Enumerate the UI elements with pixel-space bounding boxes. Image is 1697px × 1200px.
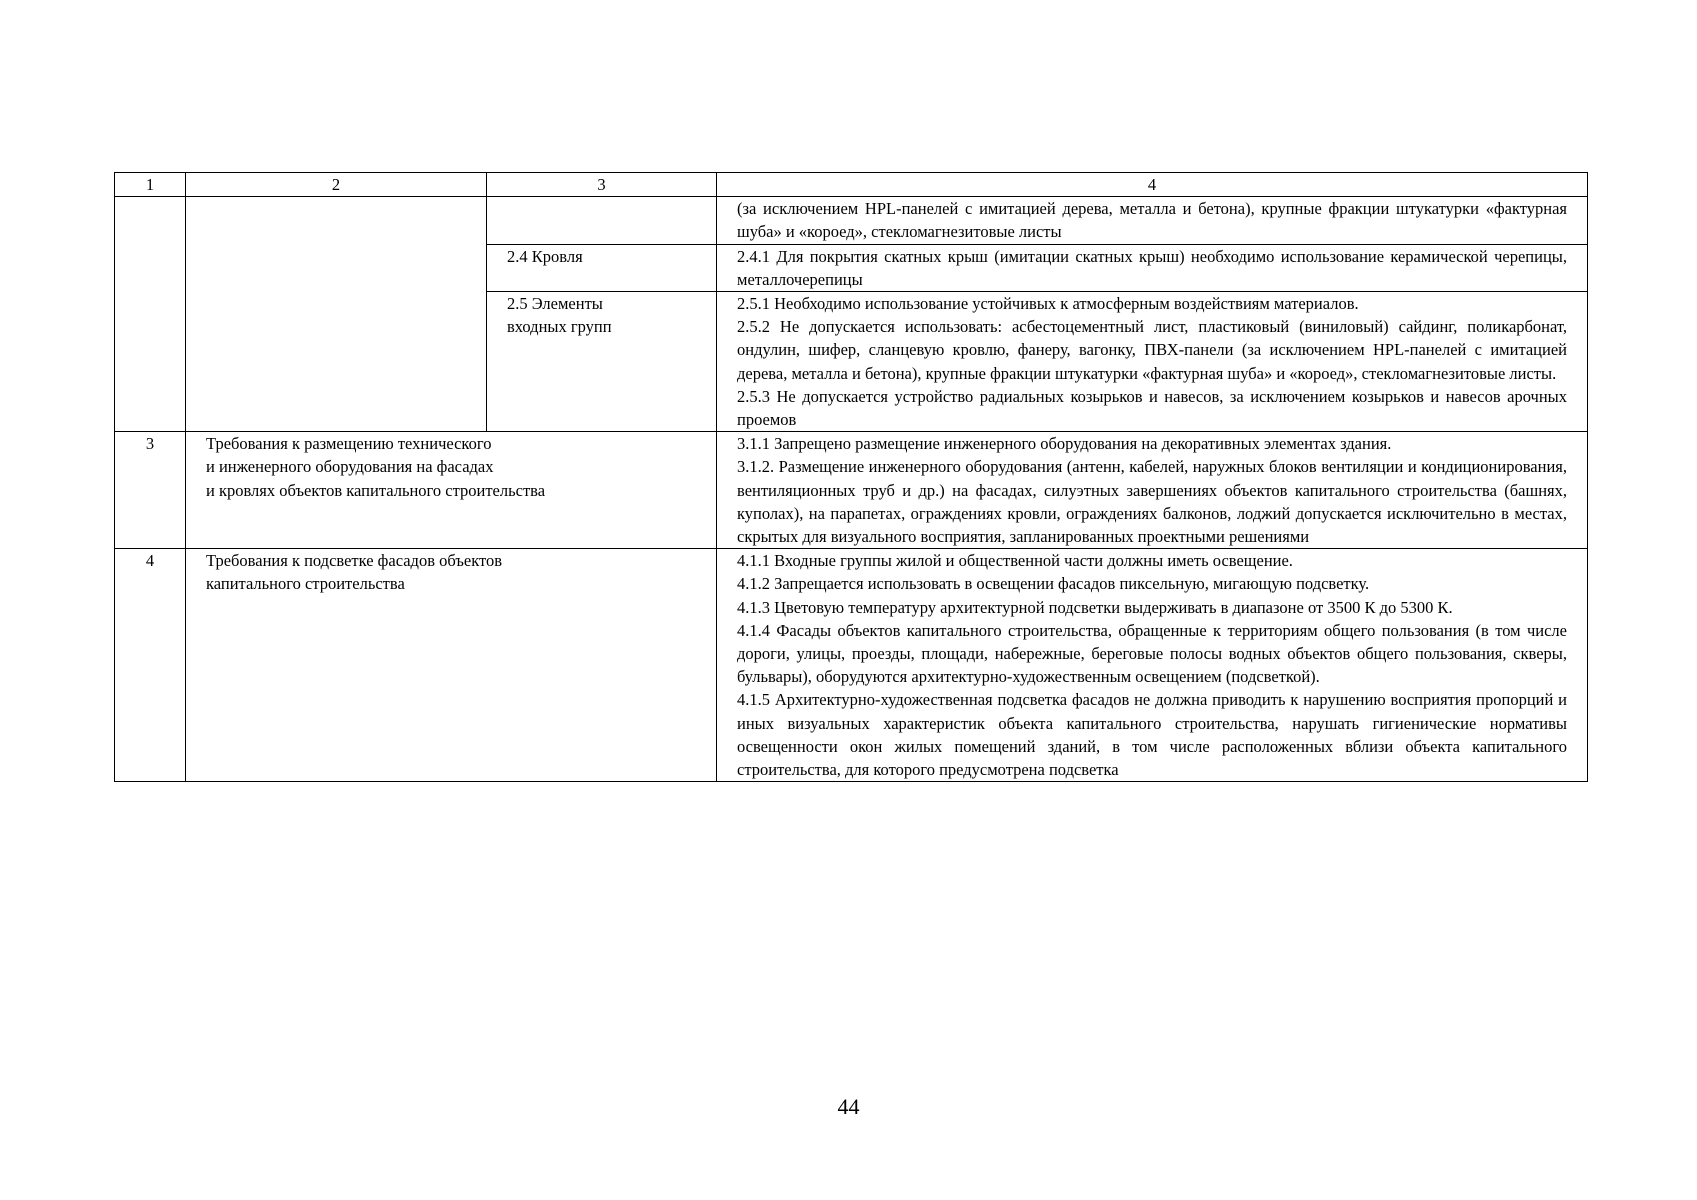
requirement-4-1-1: 4.1.1 Входные группы жилой и общественной части должны иметь освещение. [737,551,1293,571]
row-2-title-cell [186,197,487,432]
section-4-title: Требования к подсветке фасадов объектов капитального строительства [186,549,717,782]
table-row-3 [115,432,1588,549]
requirement-3-1-1: 3.1.1 Запрещено размещение инженерного оборудования на декоративных элементах здания. [737,434,1392,454]
header-col-3: 3 [487,173,717,197]
section-4-requirements [717,549,1588,782]
table-header-row [115,173,1588,197]
row-continued-subsection-cell [487,197,717,244]
subsection-2-4-requirements [717,244,1588,291]
section-3-title: Требования к размещению технического и инженерного оборудования на фасадах и кровлях объектов капитального строительства [186,432,717,549]
requirement-2-5-1: 2.5.1 Необходимо использование устойчивых к атмосферным воздействиям материалов. [737,294,1359,314]
requirement-4-1-4: 4.1.4 Фасады объектов капитального строительства, обращенные к территориям общего пользования (в том числе дороги, улицы, проезды, площади, набережные, береговые полосы водных объектов общего пользования, скверы, бульвары), оборудуются архитектурно-художественным освещением (подсветкой). [737,620,1567,687]
requirement-3-1-2: 3.1.2. Размещение инженерного оборудования (антенн, кабелей, наружных блоков вентиляции и кондиционирования, вентиляционных труб и др.) на фасадах, силуэтных завершениях объектов капитального строительства (башнях, куполах), на парапетах, ограждениях кровли, ограждениях балконов, лоджий допускается исключительно в местах, скрытых для визуального восприятия, запланированных проектными решениями [737,457,1567,547]
row-2-number-cell [115,197,186,432]
section-3-requirements [717,432,1588,549]
section-3-number: 3 [115,432,186,549]
header-col-2: 2 [186,173,487,197]
header-col-1: 1 [115,173,186,197]
requirement-4-1-5: 4.1.5 Архитектурно-художественная подсветка фасадов не должна приводить к нарушению восприятия пропорций и иных визуальных характеристик объекта капитального строительства, нарушать гигиенические нормативы освещенности окон жилых помещений зданий, в том числе расположенных вблизи объекта капитального строительства, для которого предусмотрена подсветка [737,690,1567,780]
row-continued-requirements [717,197,1588,244]
requirement-2-4-1: 2.4.1 Для покрытия скатных крыш (имитации скатных крыш) необходимо использование керамической черепицы, металлочерепицы [737,246,1567,289]
requirements-table [114,172,1588,782]
header-col-4: 4 [717,173,1588,197]
subsection-2-4-title: 2.4 Кровля [487,244,717,291]
subsection-2-5-title: 2.5 Элементы входных групп [487,292,717,432]
page-number: 44 [837,1094,860,1119]
requirement-2-5-3: 2.5.3 Не допускается устройство радиальных козырьков и навесов, за исключением козырьков и навесов арочных проемов [737,386,1567,430]
table-row-continued [115,197,1588,244]
requirement-2-5-2: 2.5.2 Не допускается использовать: асбестоцементный лист, пластиковый (виниловый) сайдинг, поликарбонат, ондулин, шифер, сланцевую кровлю, фанеру, вагонку, ПВХ-панели (за исключением HPL-панелей с имитацией дерева, металла и бетона), крупные фракции штукатурки «фактурная шуба» и «короед», стекломагнезитовые листы. [737,317,1567,383]
requirement-4-1-3: 4.1.3 Цветовую температуру архитектурной подсветки выдерживать в диапазоне от 3500 К до 5300 К. [737,597,1453,617]
requirement-text: (за исключением HPL-панелей с имитацией дерева, металла и бетона), крупные фракции штукатурки «фактурная шуба» и «короед», стекломагнезитовые листы [737,199,1567,242]
requirement-4-1-2: 4.1.2 Запрещается использовать в освещении фасадов пиксельную, мигающую подсветку. [737,574,1370,594]
section-4-number: 4 [115,549,186,782]
table-row-4 [115,549,1588,782]
subsection-2-5-requirements [717,292,1588,432]
